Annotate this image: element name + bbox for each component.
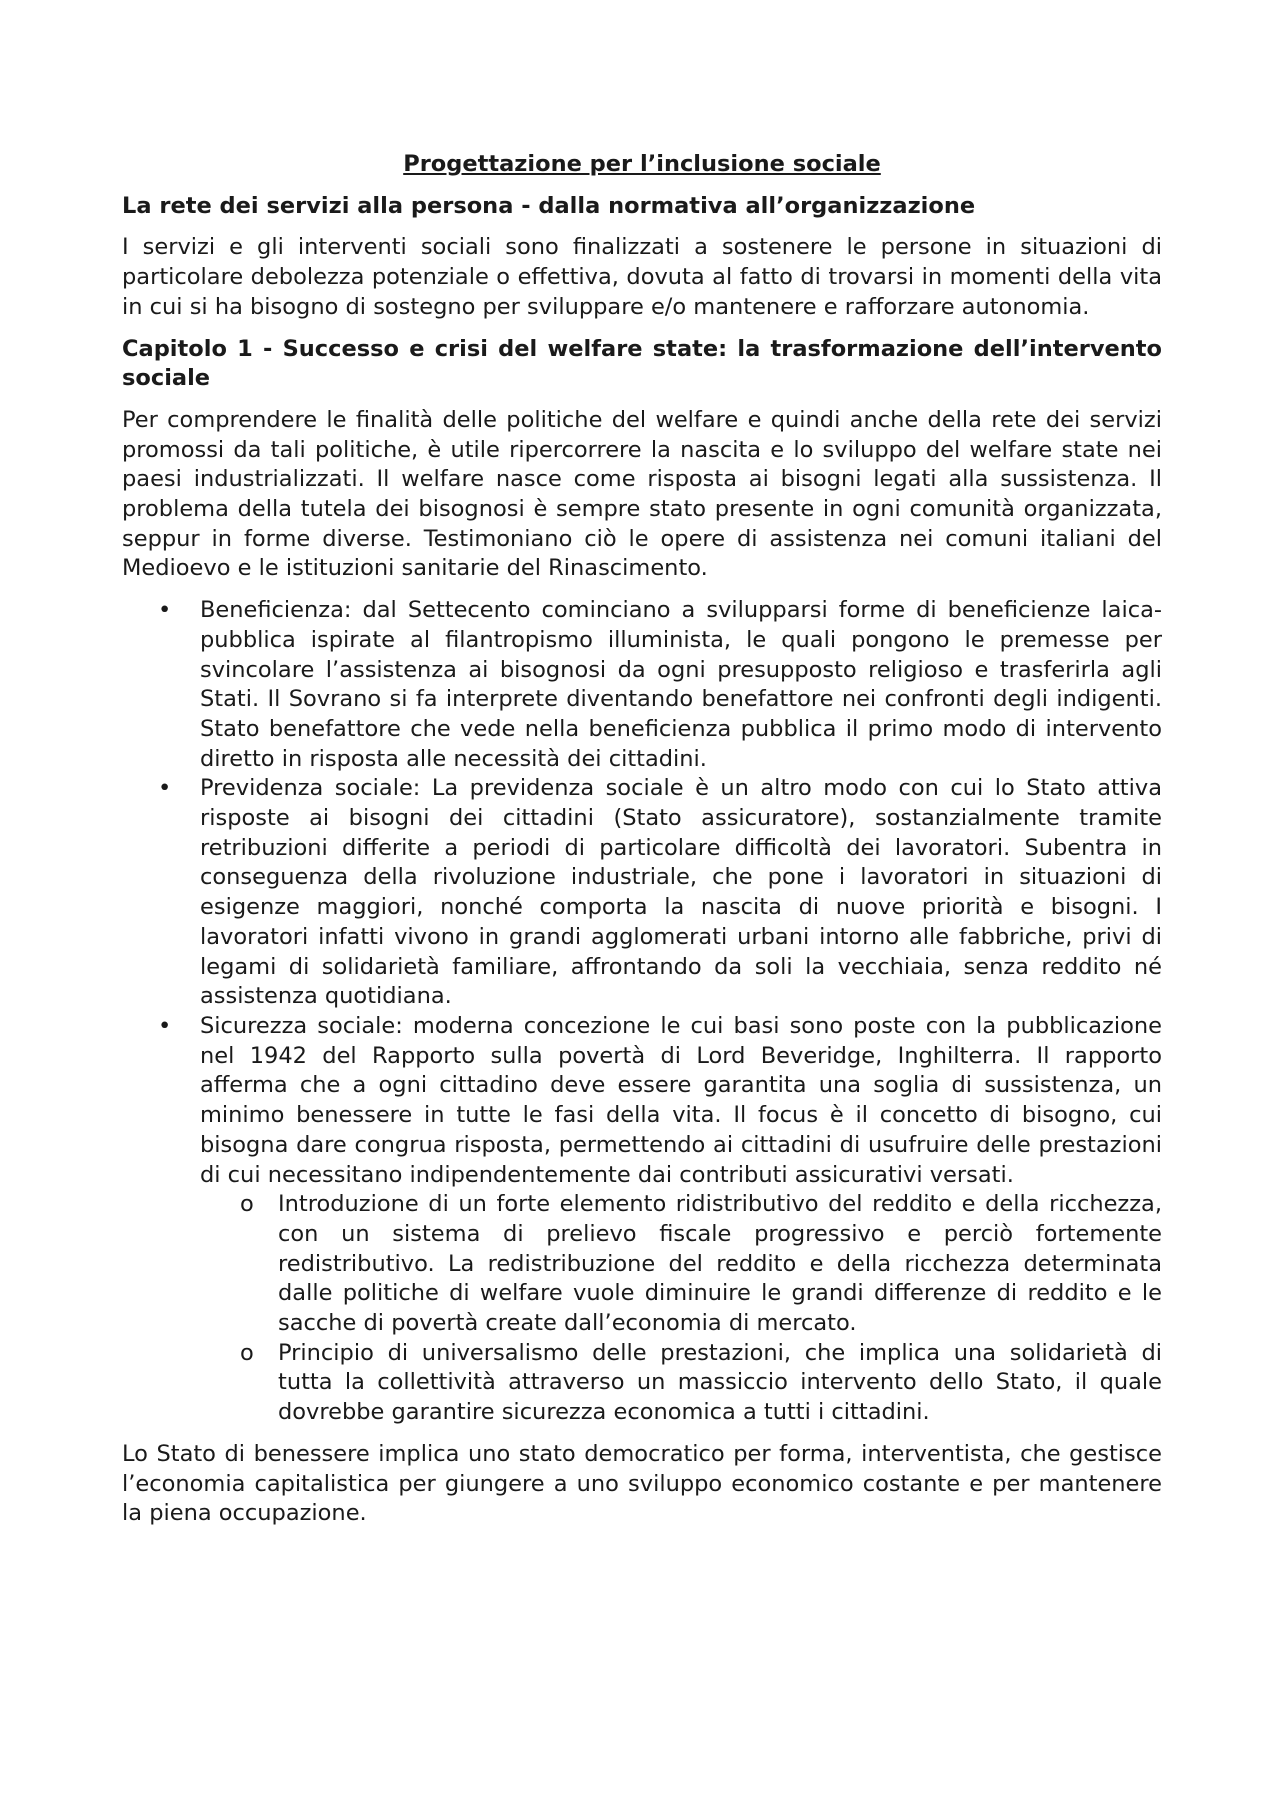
bullet-marker: • — [158, 1012, 172, 1039]
sub-bullet-text: Introduzione di un forte elemento ridistributivo del reddito e della ricchezza, con un sistema di prelievo fiscale progressivo e perciò fortemente redistributivo. La redistribuzione del reddito e della ricchezza determinata dalle politiche di welfare vuole diminuire le grandi differenze di reddito e le sacche di povertà create dall’economia di mercato. — [278, 1191, 1162, 1337]
sub-bullet-text: Principio di universalismo delle prestazioni, che implica una solidarietà di tutta la collettività attraverso un massiccio intervento dello Stato, il quale dovrebbe garantire sicurezza economica a tutti i cittadini. — [278, 1339, 1162, 1426]
document-title: Progettazione per l’inclusione sociale — [403, 151, 881, 177]
closing-paragraph: Lo Stato di benessere implica uno stato democratico per forma, interventista, che gestisce l’economia capitalistica per giungere a uno sviluppo economico costante e per mantenere la piena occupazione. — [122, 1440, 1162, 1527]
sub-bullet-marker: o — [240, 1191, 254, 1218]
bullet-marker: • — [158, 597, 172, 624]
bullet-list — [122, 596, 1162, 1428]
bullet-text: Previdenza sociale: La previdenza sociale è un altro modo con cui lo Stato attiva risposte ai bisogni dei cittadini (Stato assicuratore), sostanzialmente tramite retribuzioni differite a periodi di particolare difficoltà dei lavoratori. Subentra in conseguenza della rivoluzione industriale, che pone i lavoratori in situazioni di esigenze maggiori, nonché comporta la nascita di nuove priorità e bisogni. I lavoratori infatti vivono in grandi agglomerati urbani intorno alle fabbriche, privi di legami di solidarietà familiare, affrontando da soli la vecchiaia, senza reddito né assistenza quotidiana. — [200, 775, 1162, 1010]
bullet-text: Sicurezza sociale: moderna concezione le cui basi sono poste con la pubblicazione nel 1942 del Rapporto sulla povertà di Lord Beveridge, Inghilterra. Il rapporto afferma che a ogni cittadino deve essere garantita una soglia di sussistenza, un minimo benessere in tutte le fasi della vita. Il focus è il concetto di bisogno, cui bisogna dare congrua risposta, permettendo ai cittadini di usufruire delle prestazioni di cui necessitano indipendentemente dai contributi assicurativi versati. — [200, 1012, 1162, 1188]
document-subtitle: La rete dei servizi alla persona - dalla normativa all’organizzazione — [122, 192, 976, 219]
sub-bullet-item-universalismo — [240, 1339, 1162, 1428]
bullet-item-previdenza — [158, 774, 1162, 1012]
bullet-text: Beneficienza: dal Settecento cominciano a svilupparsi forme di beneficienze laica-pubblica ispirate al filantropismo illuminista, le quali pongono le premesse per svincolare l’assistenza ai bisognosi da ogni presupposto religioso e trasferirla agli Stati. Il Sovrano si fa interprete diventando benefattore nei confronti degli indigenti. Stato benefattore che vede nella beneficienza pubblica il primo modo di intervento diretto in risposta alle necessità dei cittadini. — [200, 597, 1162, 772]
bullet-marker: • — [158, 775, 172, 802]
sub-bullet-list — [200, 1190, 1162, 1428]
sub-bullet-item-ridistribuzione — [240, 1190, 1162, 1339]
bullet-item-beneficienza — [158, 596, 1162, 774]
chapter-heading: Capitolo 1 - Successo e crisi del welfare state: la trasformazione dell’intervento sociale — [122, 335, 1162, 392]
sub-bullet-marker: o — [240, 1339, 254, 1366]
intro-paragraph: I servizi e gli interventi sociali sono finalizzati a sostenere le persone in situazioni di particolare debolezza potenziale o effettiva, dovuta al fatto di trovarsi in momenti della vita in cui si ha bisogno di sostegno per sviluppare e/o mantenere e rafforzare autonomia. — [122, 234, 1162, 320]
document-page — [122, 150, 1162, 1541]
bullet-item-sicurezza — [158, 1012, 1162, 1428]
chapter-paragraph: Per comprendere le finalità delle politiche del welfare e quindi anche della rete dei servizi promossi da tali politiche, è utile ripercorrere la nascita e lo sviluppo del welfare state nei paesi industrializzati. Il welfare nasce come risposta ai bisogni legati alla sussistenza. Il problema della tutela dei bisognosi è sempre stato presente in ogni comunità organizzata, seppur in forme diverse. Testimoniano ciò le opere di assistenza nei comuni italiani del Medioevo e le istituzioni sanitarie del Rinascimento. — [122, 406, 1162, 582]
